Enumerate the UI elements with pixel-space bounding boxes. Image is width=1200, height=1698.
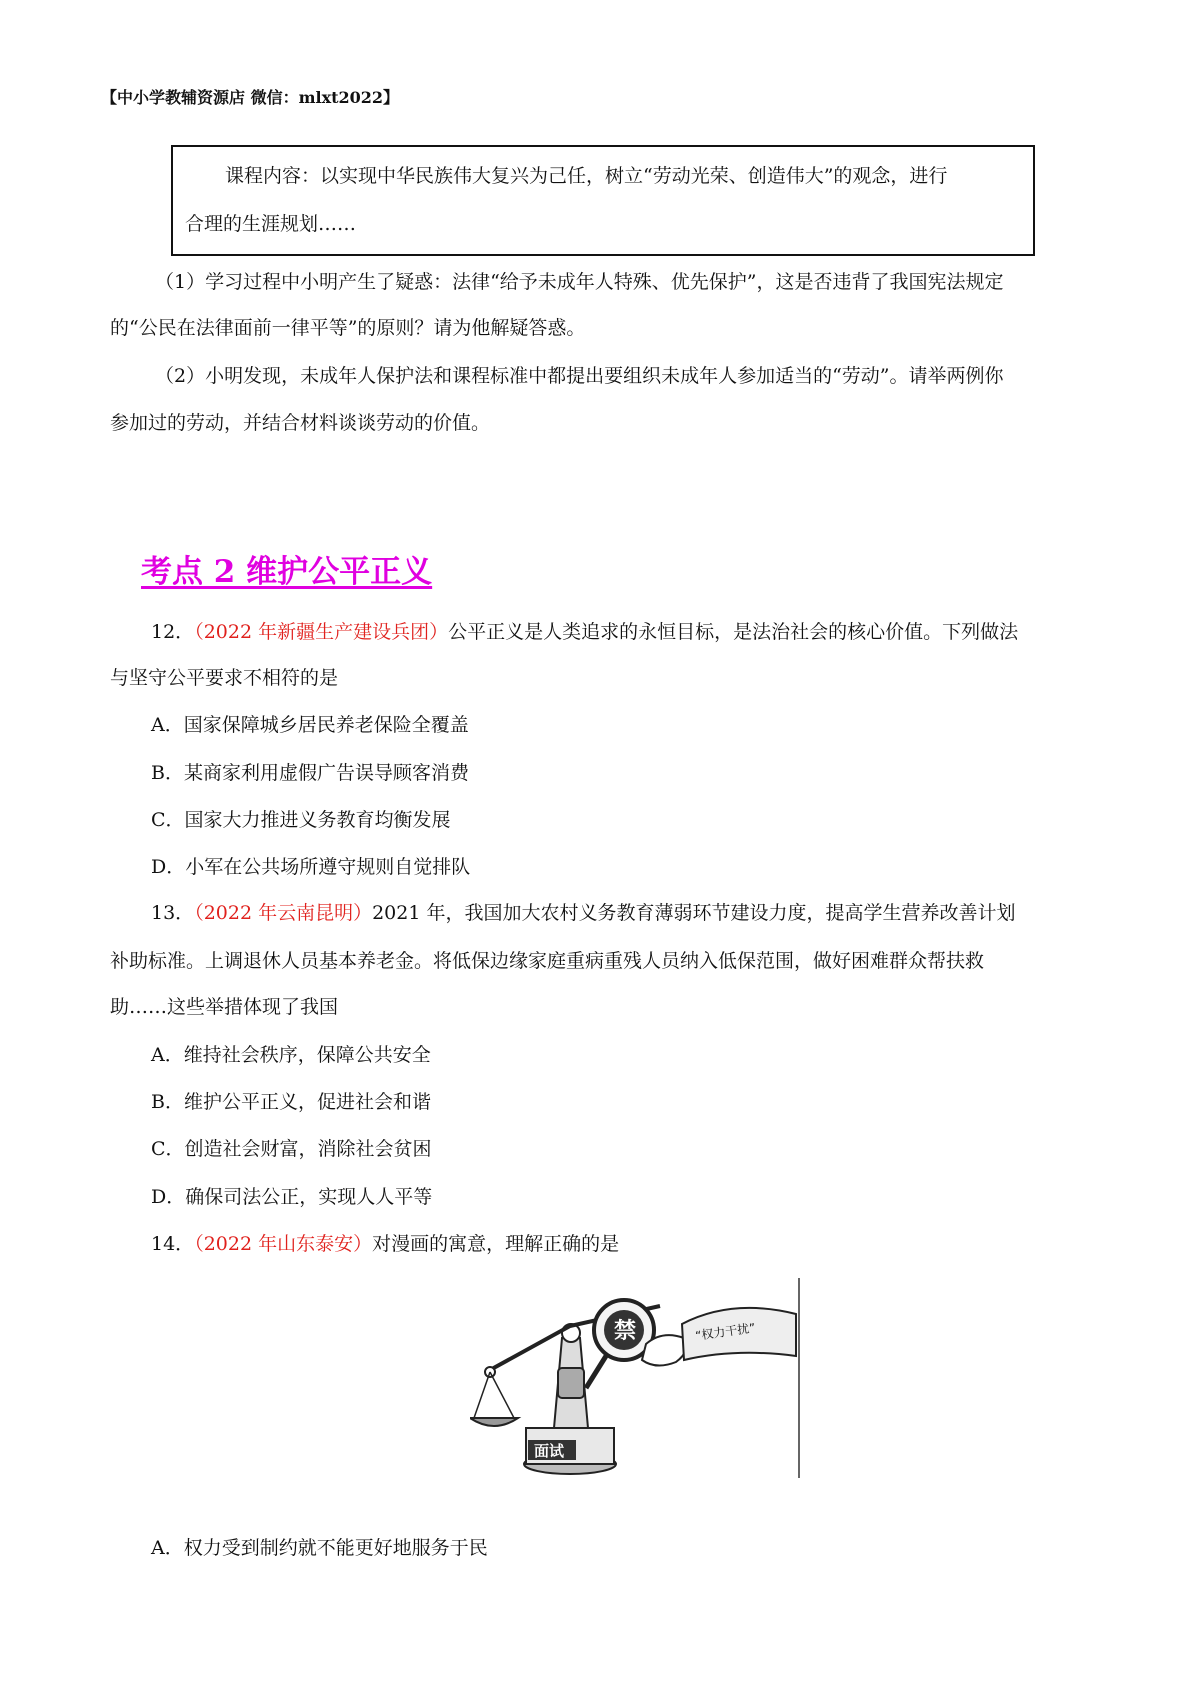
q12-option-d: D．小军在公共场所遵守规则自觉排队 [151, 856, 471, 878]
course-content-box [171, 145, 1035, 256]
q13-option-b: B．维护公平正义，促进社会和谐 [151, 1091, 431, 1113]
q13-stem-line-2: 补助标准。上调退休人员基本养老金。将低保边缘家庭重病重残人员纳入低保范围，做好困难群众帮扶救 [110, 950, 985, 972]
q13-number: 13． [151, 902, 195, 924]
q14-number: 14． [151, 1233, 195, 1255]
box-line-2: 合理的生涯规划…… [185, 213, 357, 235]
q13-option-d: D．确保司法公正，实现人人平等 [151, 1186, 433, 1208]
q14-stem-text: 对漫画的寓意，理解正确的是 [372, 1233, 620, 1255]
q12-stem-line-2: 与坚守公平要求不相符的是 [110, 667, 339, 689]
q12-number: 12． [151, 621, 195, 643]
cartoon-sign-label: 禁 [614, 1319, 637, 1344]
cartoon-sleeve-label: “权力干扰” [694, 1320, 757, 1343]
q13-source: （2022 年云南昆明） [194, 902, 373, 924]
section-title: 考点 2 维护公平正义 [141, 554, 433, 590]
question-part-1-line-1: （1）学习过程中小明产生了疑惑：法律“给予未成年人特殊、优先保护”，这是否违背了我国宪法规定 [155, 271, 1004, 293]
q13-stem-line-3: 助……这些举措体现了我国 [110, 996, 339, 1018]
q13-option-c: C．创造社会财富，消除社会贫困 [151, 1138, 432, 1160]
q12-option-b: B．某商家利用虚假广告误导顾客消费 [151, 762, 469, 784]
cartoon-illustration [470, 1278, 800, 1482]
page-header: 【中小学教辅资源店 微信：mlxt2022】 [101, 88, 400, 107]
q12-source: （2022 年新疆生产建设兵团） [194, 621, 449, 643]
q12-option-a: A．国家保障城乡居民养老保险全覆盖 [151, 714, 469, 736]
cartoon-base-label: 面试 [534, 1442, 565, 1460]
q14-stem [151, 1232, 619, 1256]
q12-stem-text: 公平正义是人类追求的永恒目标，是法治社会的核心价值。下列做法 [448, 621, 1019, 643]
q13-option-a: A．维持社会秩序，保障公共安全 [151, 1044, 431, 1066]
box-line-1: 课程内容：以实现中华民族伟大复兴为己任，树立“劳动光荣、创造伟大”的观念，进行 [225, 165, 948, 187]
q12-option-c: C．国家大力推进义务教育均衡发展 [151, 809, 451, 831]
q14-source: （2022 年山东泰安） [194, 1233, 373, 1255]
q13-stem-line-1 [151, 901, 1016, 925]
q13-stem-text: 2021 年，我国加大农村义务教育薄弱环节建设力度，提高学生营养改善计划 [372, 902, 1016, 924]
scale-pan-left [470, 1418, 518, 1426]
q12-stem-line-1 [151, 620, 1018, 644]
question-part-2-line-2: 参加过的劳动，并结合材料谈谈劳动的价值。 [110, 412, 491, 434]
question-part-1-line-2: 的“公民在法律面前一律平等”的原则？请为他解疑答惑。 [110, 317, 586, 339]
question-part-2-line-1: （2）小明发现，未成年人保护法和课程标准中都提出要组织未成年人参加适当的“劳动”。请举两例你 [155, 365, 1004, 387]
q14-option-a: A．权力受到制约就不能更好地服务于民 [151, 1537, 488, 1559]
